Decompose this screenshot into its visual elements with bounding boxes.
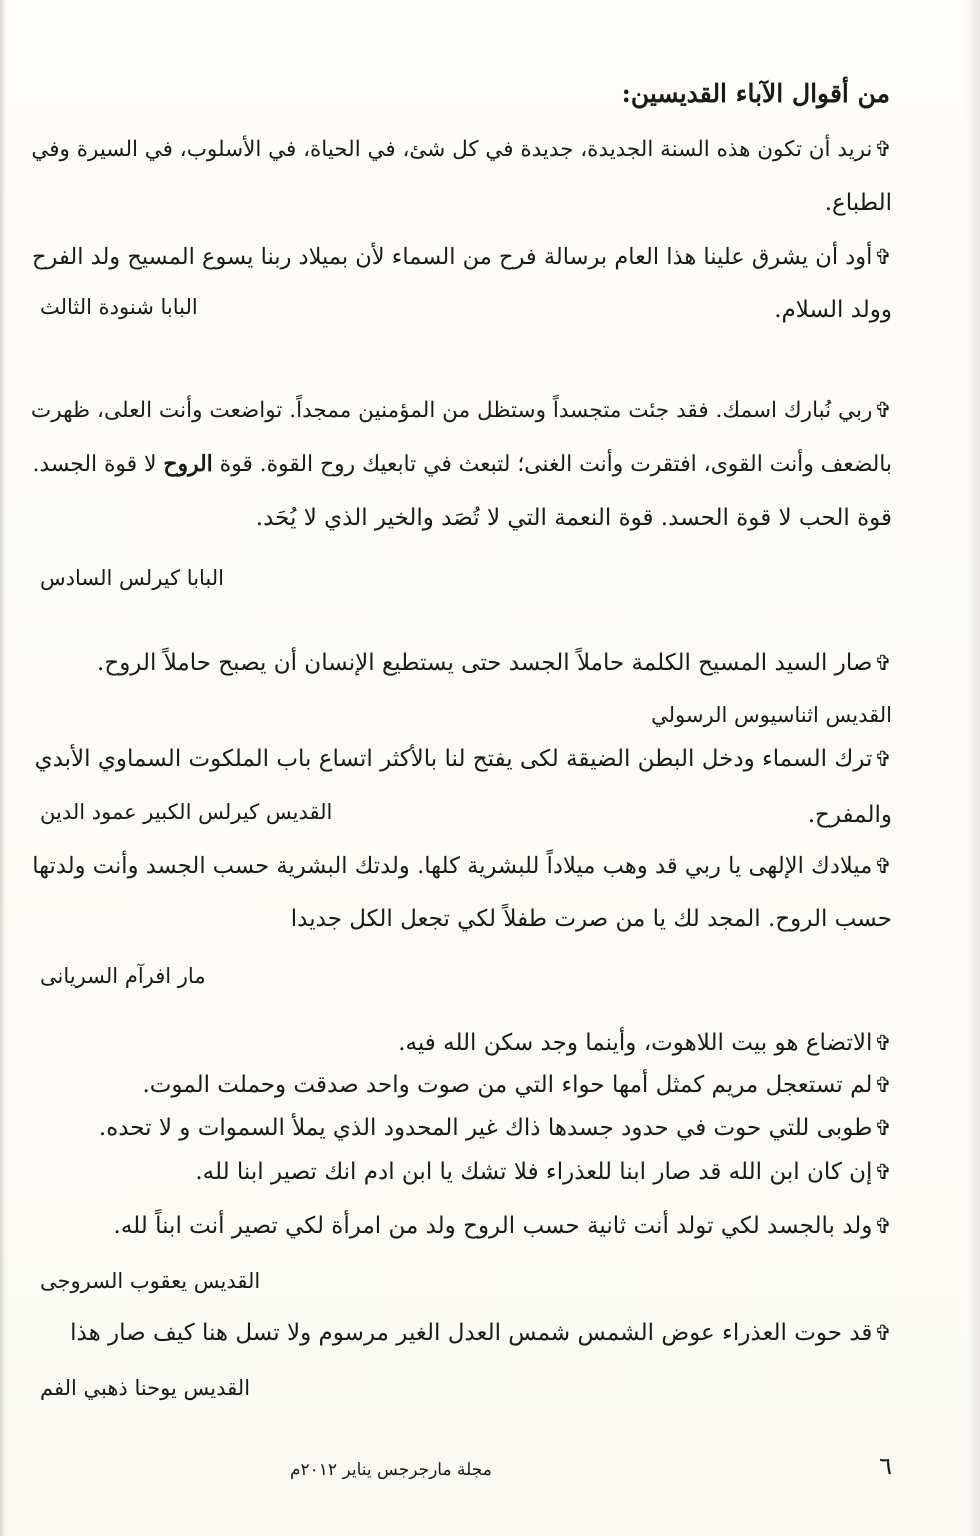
quote-line: حسب الروح. المجد لك يا من صرت طفلاً لكي تجعل الكل جديدا	[290, 906, 892, 932]
cross-icon: ✞	[874, 651, 892, 675]
signature: مار افرآم السريانى	[40, 964, 206, 988]
signature: القديس يعقوب السروجى	[40, 1269, 261, 1293]
cross-icon: ✞	[874, 398, 892, 422]
quote-line	[142, 1069, 892, 1101]
quote-line	[97, 647, 892, 679]
quote-text: لا قوة الجسد.	[32, 452, 157, 477]
footer-magazine-title: مجلة مارجرجس يناير ٢٠١٢م	[290, 1460, 492, 1480]
cross-icon: ✞	[874, 1116, 892, 1140]
signature: البابا كيرلس السادس	[40, 566, 225, 590]
signature: البابا شنودة الثالث	[40, 295, 198, 319]
quote-line: والمفرح.	[807, 802, 892, 828]
page-edge-shadow-left	[0, 0, 6, 1536]
cross-icon: ✞	[874, 1031, 892, 1055]
quote-line	[31, 133, 892, 166]
quote-text: إن كان ابن الله قد صار ابنا للعذراء فلا تشك يا ابن ادم انك تصير ابنا لله.	[195, 1159, 873, 1185]
signature: القديس كيرلس الكبير عمود الدين	[40, 800, 333, 824]
page-number: ٦	[879, 1452, 892, 1480]
cross-icon: ✞	[874, 245, 892, 269]
quote-line	[398, 1027, 892, 1059]
quote-emphasis: الروح	[163, 452, 213, 477]
page-edge-shadow-right	[966, 0, 980, 1536]
quote-text: ترك السماء ودخل البطن الضيقة لكى يفتح لنا بالأكثر اتساع باب الملكوت السماوي الأبدي	[34, 746, 873, 772]
quote-text: صار السيد المسيح الكلمة حاملاً الجسد حتى يستطيع الإنسان أن يصبح حاملاً الروح.	[97, 650, 873, 676]
cross-icon: ✞	[874, 137, 892, 161]
quote-text: نريد أن تكون هذه السنة الجديدة، جديدة في كل شئ، في الحياة، في الأسلوب، في السيرة وفي	[31, 137, 873, 162]
quote-text: لم تستعجل مريم كمثل أمها حواء التي من صوت واحد صدقت وحملت الموت.	[142, 1072, 873, 1098]
quote-line	[114, 1210, 892, 1242]
quote-line	[31, 394, 892, 427]
quote-text: أود أن يشرق علينا هذا العام برسالة فرح من السماء لأن بميلاد ربنا يسوع المسيح ولد الفرح	[32, 244, 873, 270]
page-heading: من أقوال الآباء القديسين:	[621, 79, 890, 108]
quote-text: بالضعف وأنت القوى، افتقرت وأنت الغنى؛ لتبعث في تابعيك روح القوة. قوة	[219, 452, 892, 477]
cross-icon: ✞	[874, 1160, 892, 1184]
quote-text: الاتضاع هو بيت اللاهوت، وأينما وجد سكن الله فيه.	[398, 1030, 873, 1056]
cross-icon: ✞	[874, 1214, 892, 1238]
quote-line	[32, 449, 892, 481]
cross-icon: ✞	[874, 854, 892, 878]
quote-text: ميلادك الإلهى يا ربي قد وهب ميلاداً للبشرية كلها. ولدتك البشرية حسب الجسد وأنت ولدتها	[32, 853, 873, 879]
quote-text: ولد بالجسد لكي تولد أنت ثانية حسب الروح ولد من امرأة لكي تصير أنت ابناً لله.	[113, 1213, 873, 1239]
cross-icon: ✞	[874, 747, 892, 771]
quote-line	[32, 850, 892, 882]
quote-line	[35, 743, 892, 775]
quote-line: وولد السلام.	[774, 297, 892, 323]
cross-icon: ✞	[874, 1073, 892, 1097]
quote-line: قوة الحب لا قوة الحسد. قوة النعمة التي لا تُصَد والخير الذي لا يُحَد.	[255, 505, 892, 531]
quote-text: قد حوت العذراء عوض الشمس شمس العدل الغير مرسوم ولا تسل هنا كيف صار هذا	[70, 1320, 873, 1346]
signature: القديس اثناسيوس الرسولي	[651, 703, 892, 727]
signature: القديس يوحنا ذهبي الفم	[40, 1376, 251, 1400]
quote-text: طوبى للتي حوت في حدود جسدها ذاك غير المحدود الذي يملأ السموات و لا تحده.	[98, 1115, 873, 1141]
quote-line	[70, 1317, 892, 1349]
quote-line	[99, 1112, 892, 1144]
quote-line	[195, 1156, 892, 1188]
quote-line: الطباع.	[824, 190, 892, 216]
cross-icon: ✞	[874, 1321, 892, 1345]
quote-line	[32, 241, 892, 273]
quote-text: ربي نُبارك اسمك. فقد جئت متجسداً وستظل من المؤمنين ممجداً. تواضعت وأنت العلى، ظهرت	[30, 398, 873, 423]
